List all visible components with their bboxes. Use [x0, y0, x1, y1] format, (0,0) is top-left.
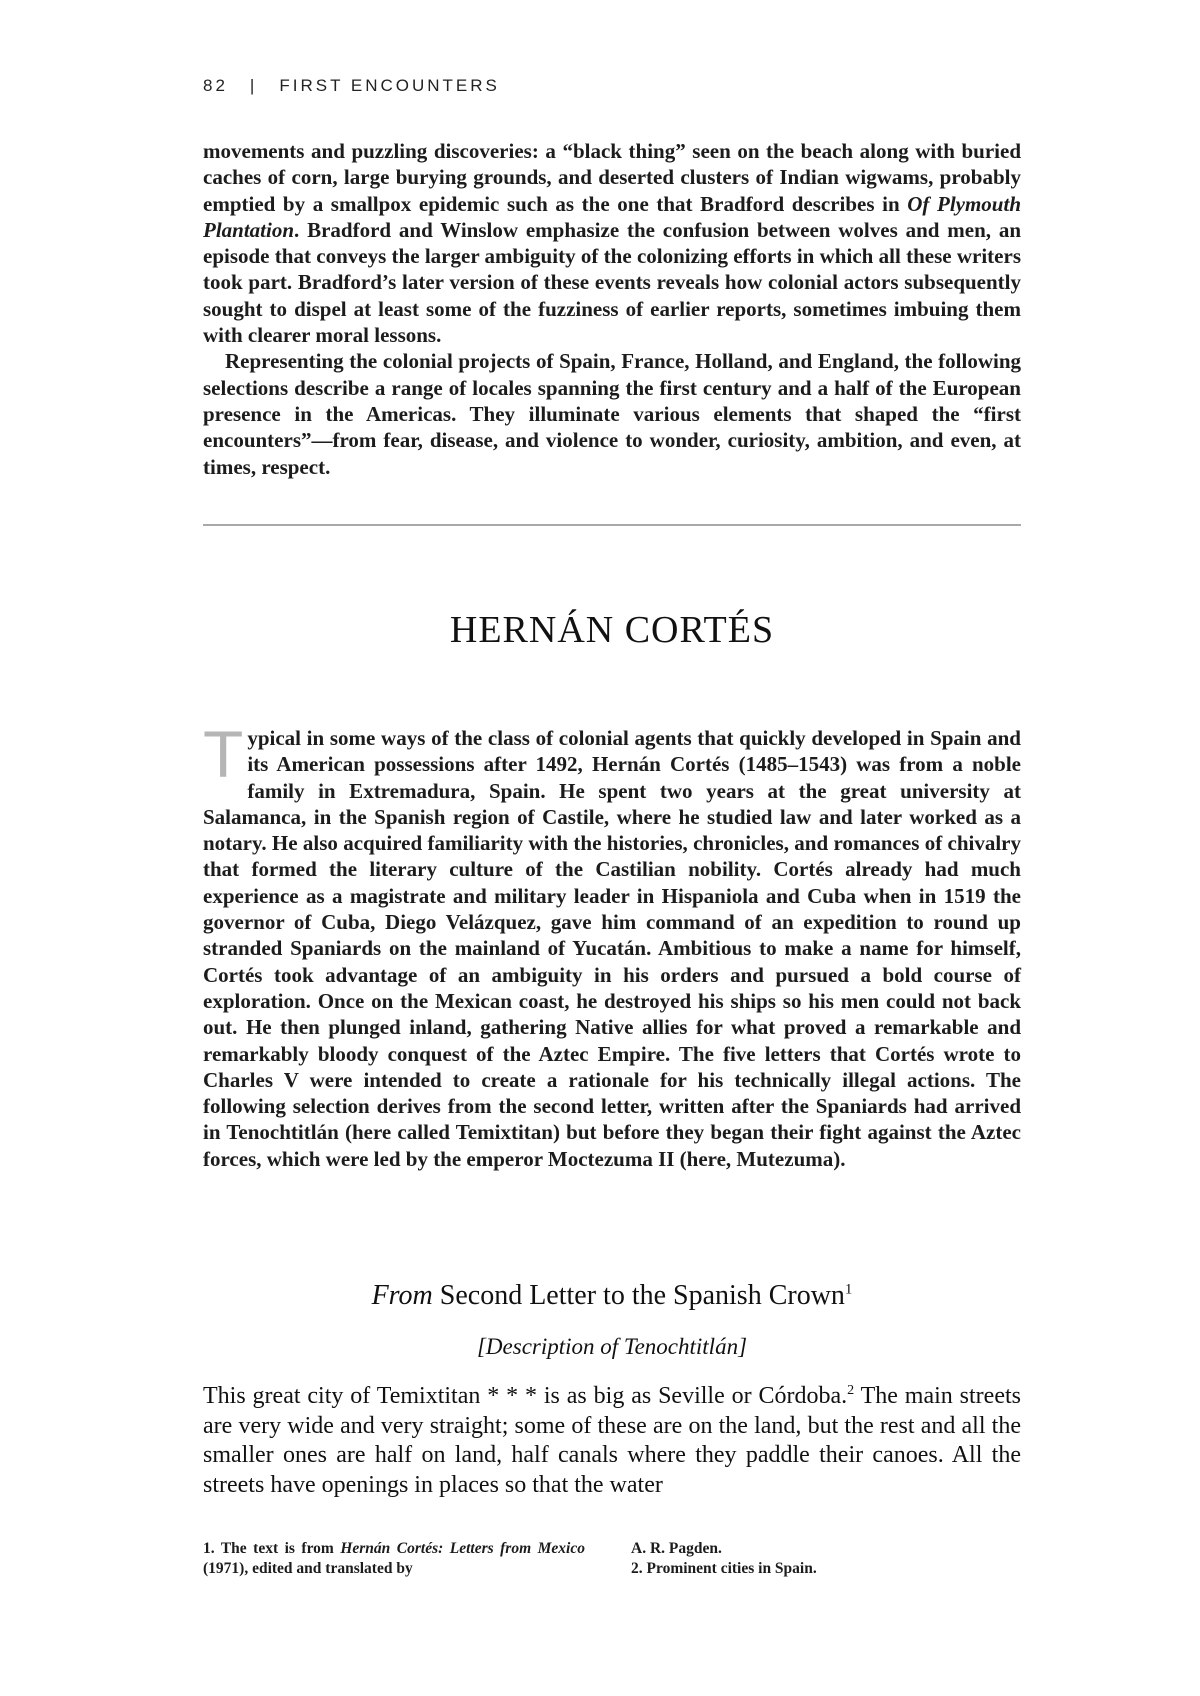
intro-paragraph-1 — [203, 138, 1021, 348]
bio-paragraph — [203, 717, 1021, 1172]
intro-paragraph-2: Representing the colonial projects of Spain, France, Holland, and England, the following selections describe a range of locales spanning the first century and a half of the European presence in the Americas. They illuminate various elements that shaped the “first encounters”—from fear, disease, and violence to wonder, curiosity, ambition, and even, at times, respect. — [203, 349, 1021, 479]
selection-subtitle: [Description of Tenochtitlán] — [476, 1334, 748, 1359]
running-head — [203, 76, 500, 96]
section-title: FIRST ENCOUNTERS — [279, 76, 500, 95]
drop-cap: T — [203, 717, 244, 791]
footnote-ref-2: 2 — [847, 1383, 855, 1398]
footnote-ref-1: 1 — [844, 1281, 853, 1298]
letter-text-end: The main streets are very wide and very straight; some of these are on the land, but the rest and all the smaller ones are half on land, half canals where they paddle their canoes. All the streets have openings in places so that the water — [203, 1383, 1021, 1498]
section-divider — [203, 524, 1021, 526]
letter-text-start: This great city of Temixtitan * * * is as big as Seville or Córdoba. — [203, 1383, 848, 1409]
title-prefix: From — [371, 1280, 433, 1311]
footnote-1-text-end: (1971), edited and translated by — [203, 1560, 413, 1577]
author-heading: HERNÁN CORTÉS — [449, 609, 775, 651]
footnote-column-right — [631, 1539, 1021, 1579]
footnote-1 — [203, 1539, 585, 1579]
letter-excerpt — [203, 1376, 1021, 1500]
page-number: 82 — [203, 76, 228, 95]
title-main: Second Letter to the Spanish Crown — [432, 1280, 845, 1311]
footnote-1-continued: A. R. Pagden. — [631, 1540, 722, 1557]
author-bio — [203, 717, 1021, 1172]
intro-paragraph-1-end: . Bradford and Winslow emphasize the confusion between wolves and men, an episode that conveys the larger ambiguity of the colonizing efforts in which all these writers took part. Bradford’s later version of these events reveals how colonial actors subsequently sought to dispel at least some of the fuzziness of earlier reports, sometimes imbuing them with clearer moral lessons. — [203, 217, 1021, 348]
book-title-plymouth: Of Plymouth Plantation — [203, 191, 1021, 242]
running-head-separator: | — [249, 76, 258, 95]
letter-paragraph — [203, 1376, 1021, 1500]
bio-text: ypical in some ways of the class of colonial agents that quickly developed in Spain and its American possessions after 1492, Hernán Cortés (1485–1543) was from a noble family in Extremadura, Spain. He spent two years at the great university at Salamanca, in the Spanish region of Castile, where he studied law and later worked as a notary. He also acquired familiarity with the histories, chronicles, and romances of chivalry that formed the literary culture of the Castilian nobility. Cortés already had much experience as a magistrate and military leader in Hispaniola and Cuba when in 1519 the governor of Cuba, Diego Velázquez, gave him command of an expedition to round up stranded Spaniards on the mainland of Yucatán. Ambitious to make a name for himself, Cortés took advantage of an ambiguity in his orders and pursued a bold course of exploration. Once on the Mexican coast, he destroyed his ships so his men could not back out. He then plunged inland, gathering Native allies for what proved a remarkable and remarkably bloody conquest of the Aztec Empire. The five letters that Cortés wrote to Charles V were intended to create a rationale for his technically illegal actions. The following selection derives from the second letter, written after the Spaniards had arrived in Tenochtitlán (here called Temixtitan) but before they began their fight against the Aztec forces, which were led by the emperor Moctezuma II (here, Mutezuma). — [203, 726, 1021, 1171]
footnote-column-left — [203, 1539, 585, 1579]
footnote-2: 2. Prominent cities in Spain. — [631, 1560, 817, 1577]
footnote-1-book-title: Hernán Cortés: Letters from Mexico — [340, 1540, 585, 1557]
intro-text — [203, 138, 1021, 480]
footnote-1-text: 1. The text is from — [203, 1540, 341, 1557]
selection-title — [203, 1280, 1021, 1312]
intro-paragraph-1-text: movements and puzzling discoveries: a “black thing” seen on the beach along with buried caches of corn, large burying grounds, and deserted clusters of Indian wigwams, probably emptied by a smallpox epidemic such as the one that Bradford describes in — [203, 139, 1021, 216]
